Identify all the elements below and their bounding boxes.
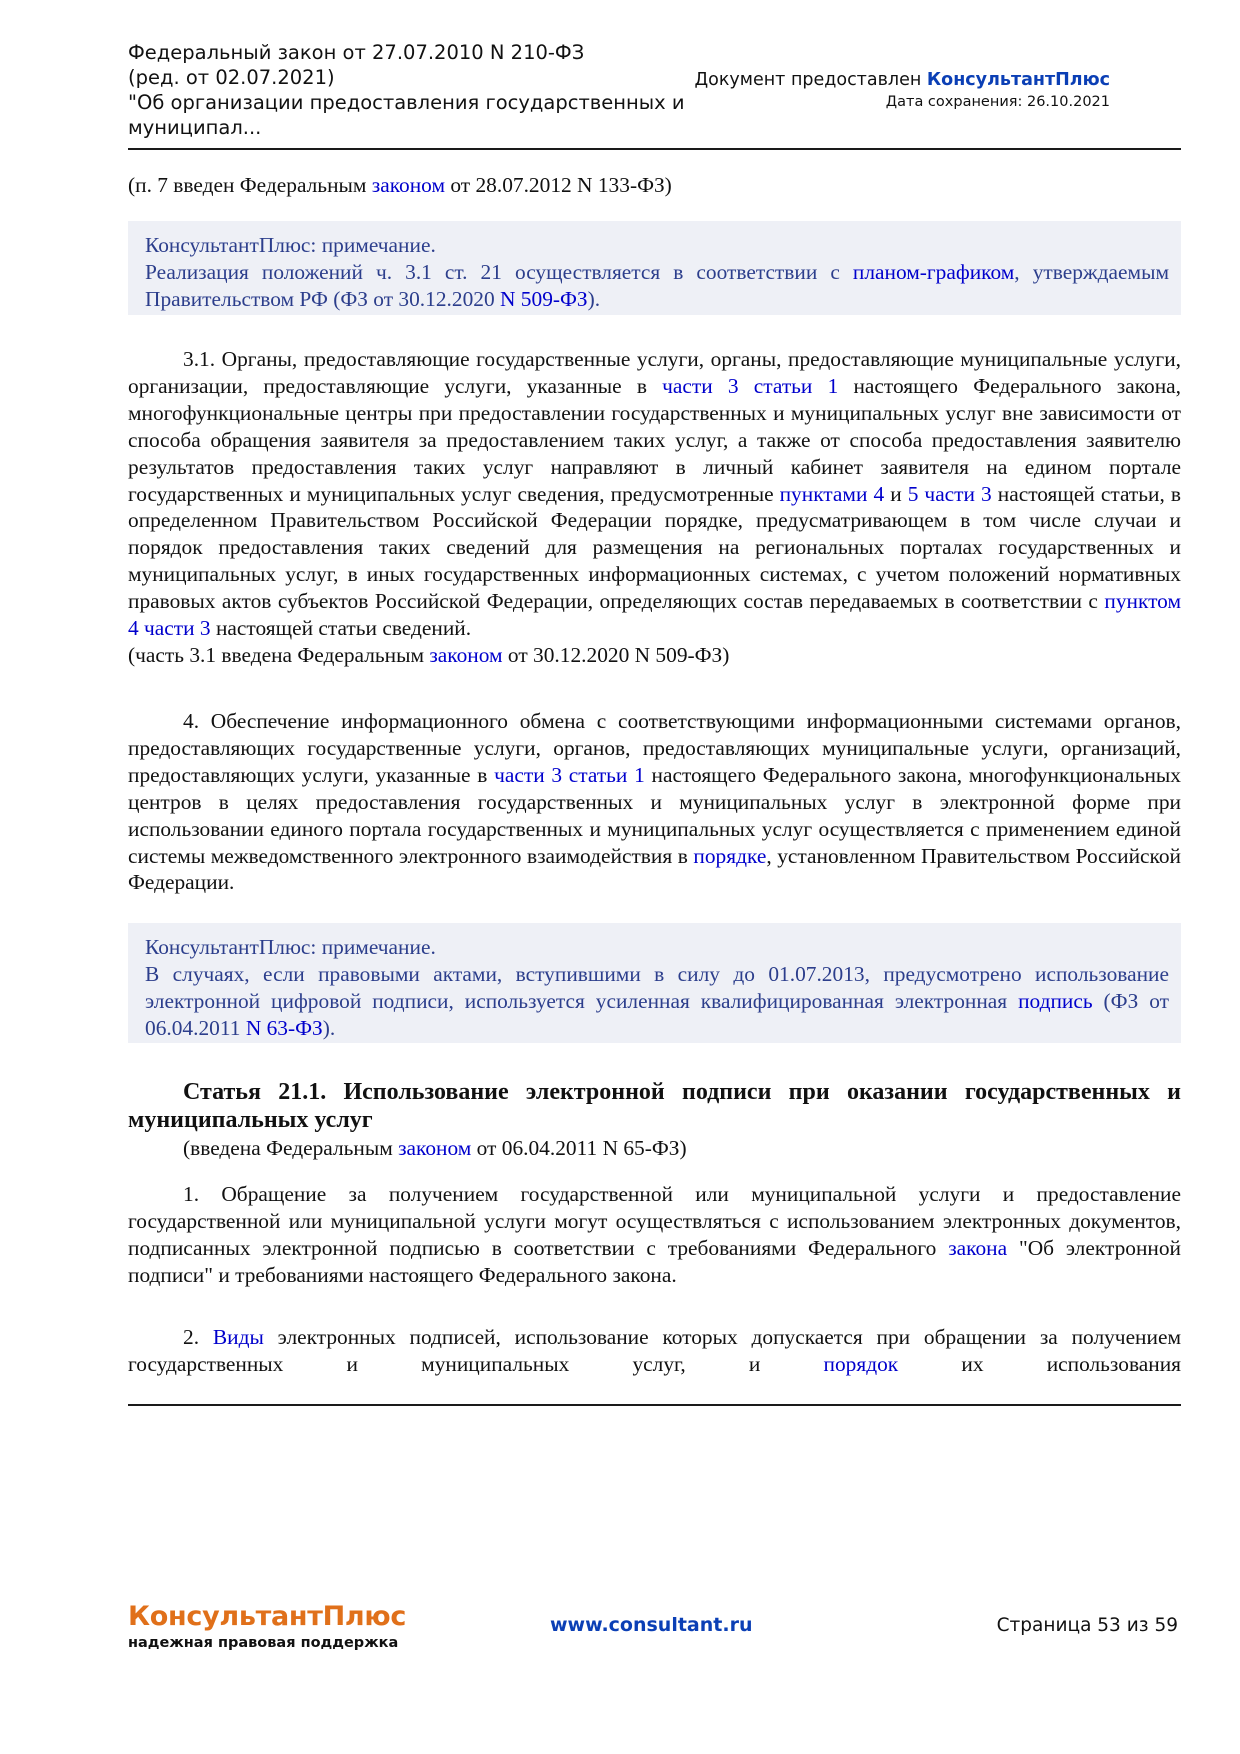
provided-by xyxy=(694,68,1110,92)
law-link[interactable]: законом xyxy=(371,173,445,197)
title-line: муниципал... xyxy=(128,116,262,139)
title-line: "Об организации предоставления государственных и xyxy=(128,91,685,114)
document-title xyxy=(128,40,688,140)
title-line: (ред. от 02.07.2021) xyxy=(128,66,335,89)
note-text: В случаях, если правовыми актами, вступившими в силу до 01.07.2013, предусмотрено использование электронной цифровой подписи, используется усиленная квалифицированная электронная подпись (ФЗ от 06.04.2011 N 63-ФЗ). xyxy=(145,961,1169,1040)
procedure-link[interactable]: порядке xyxy=(693,843,767,868)
amendment-note-p7: (п. 7 введен Федеральным законом от 28.07.2012 N 133-ФЗ) xyxy=(128,173,672,197)
provided-prefix: Документ предоставлен xyxy=(694,70,927,90)
consultant-note xyxy=(128,221,1181,315)
law-63-link[interactable]: N 63-ФЗ xyxy=(245,1015,323,1040)
provider-info xyxy=(694,68,1110,112)
point-5-link[interactable]: 5 части 3 xyxy=(907,481,992,506)
title-line: Федеральный закон от 27.07.2010 N 210-ФЗ xyxy=(128,41,585,64)
schedule-link[interactable]: планом-графиком xyxy=(852,259,1015,284)
article-1-part-3-link[interactable]: части 3 статьи 1 xyxy=(494,762,645,787)
law-link[interactable]: законом xyxy=(398,1136,472,1160)
point-4-link[interactable]: пунктом 4 части 3 xyxy=(128,589,1181,641)
logo-name: КонсультантПлюс xyxy=(128,1601,407,1632)
types-link[interactable]: Виды xyxy=(212,1325,264,1349)
save-date: Дата сохранения: 26.10.2021 xyxy=(885,94,1110,110)
page-counter: Страница 53 из 59 xyxy=(996,1615,1178,1636)
points-4-link[interactable]: пунктами 4 xyxy=(779,481,885,506)
page-total: 59 xyxy=(1154,1615,1178,1636)
note-title: КонсультантПлюс: примечание. xyxy=(145,935,436,959)
paragraph-3-1: 3.1. Органы, предоставляющие государственные услуги, органы, предоставляющие муниципальные услуги, организации, предоставляющие услуги, указанные в части 3 статьи 1 настоящего Федерального закона, многофункциональные центры при предоставлении государственных и муниципальных услуг вне зависимости от способа обращения заявителя за предоставлением таких услуг, а также от способа предоставления заявителю результатов предоставления таких услуг направляют в личный кабинет заявителя на едином портале государственных и муниципальных услуг сведения, предусмотренные пунктами 4 и 5 части 3 настоящей статьи, в определенном Правительством Российской Федерации порядке, предусматривающем в том числе случаи и порядок предоставления таких сведений для размещения на региональных порталах государственных и муниципальных услуг, в иных государственных информационных системах, с учетом положений нормативных правовых актов субъектов Российской Федерации, определяющих состав передаваемых в соответствии с пунктом 4 части 3 настоящей статьи сведений. (часть 3.1 введена Федеральным законом от 30.12.2020 N 509-ФЗ) xyxy=(128,347,1182,667)
signature-link[interactable]: подпись xyxy=(1018,988,1093,1013)
website-link[interactable]: www.consultant.ru xyxy=(550,1614,753,1636)
page-current: 53 xyxy=(1097,1615,1121,1636)
law-509-link[interactable]: N 509-ФЗ xyxy=(500,286,588,311)
consultant-note xyxy=(128,923,1181,1043)
article-heading: Статья 21.1. Использование электронной подписи при оказании государственных и муниципальных услуг xyxy=(128,1079,1181,1133)
article-1-part-3-link[interactable]: части 3 статьи 1 xyxy=(662,373,839,398)
article-intro: (введена Федеральным законом от 06.04.2011 N 65-ФЗ) xyxy=(183,1136,687,1160)
footer-divider xyxy=(128,1404,1181,1406)
brand-logo xyxy=(128,1601,406,1653)
e-signature-law-link[interactable]: закона xyxy=(948,1235,1008,1260)
paragraph-4: 4. Обеспечение информационного обмена с соответствующими информационными системами органов, предоставляющих государственные услуги, органов, предоставляющих муниципальные услуги, организаций, предоставляющих услуги, указанные в части 3 статьи 1 настоящего Федерального закона, многофункциональных центров в целях предоставления государственных и муниципальных услуг в электронной форме при использовании единого портала государственных и муниципальных услуг осуществляется с применением единой системы межведомственного электронного взаимодействия в порядке, установленном Правительством Российской Федерации. xyxy=(128,709,1181,895)
amendment-note-3-1: (часть 3.1 введена Федеральным законом от 30.12.2020 N 509-ФЗ) xyxy=(128,642,730,667)
article-paragraph-2: 2. Виды электронных подписей, использование которых допускается при обращении за получением государственных и муниципальных услуг, и порядок их использования xyxy=(128,1325,1181,1376)
note-text: Реализация положений ч. 3.1 ст. 21 осуществляется в соответствии с планом-графиком, утверждаемым Правительством РФ (ФЗ от 30.12.2020 N 509-ФЗ). xyxy=(145,259,1169,311)
article-paragraph-1: 1. Обращение за получением государственной или муниципальной услуги и предоставление государственной или муниципальной услуги могут осуществляться с использованием электронных документов, подписанных электронной подписью в соответствии с требованиями Федерального закона "Об электронной подписи" и требованиями настоящего Федерального закона. xyxy=(128,1182,1182,1287)
logo-tagline: надежная правовая поддержка xyxy=(128,1635,399,1651)
article-21-1 xyxy=(128,1078,1181,1162)
law-link[interactable]: законом xyxy=(429,642,503,667)
provider-brand-link[interactable]: КонсультантПлюс xyxy=(926,70,1110,90)
note-title: КонсультантПлюс: примечание. xyxy=(145,233,436,257)
procedure-link[interactable]: порядок xyxy=(823,1351,899,1376)
header-divider xyxy=(128,148,1181,150)
